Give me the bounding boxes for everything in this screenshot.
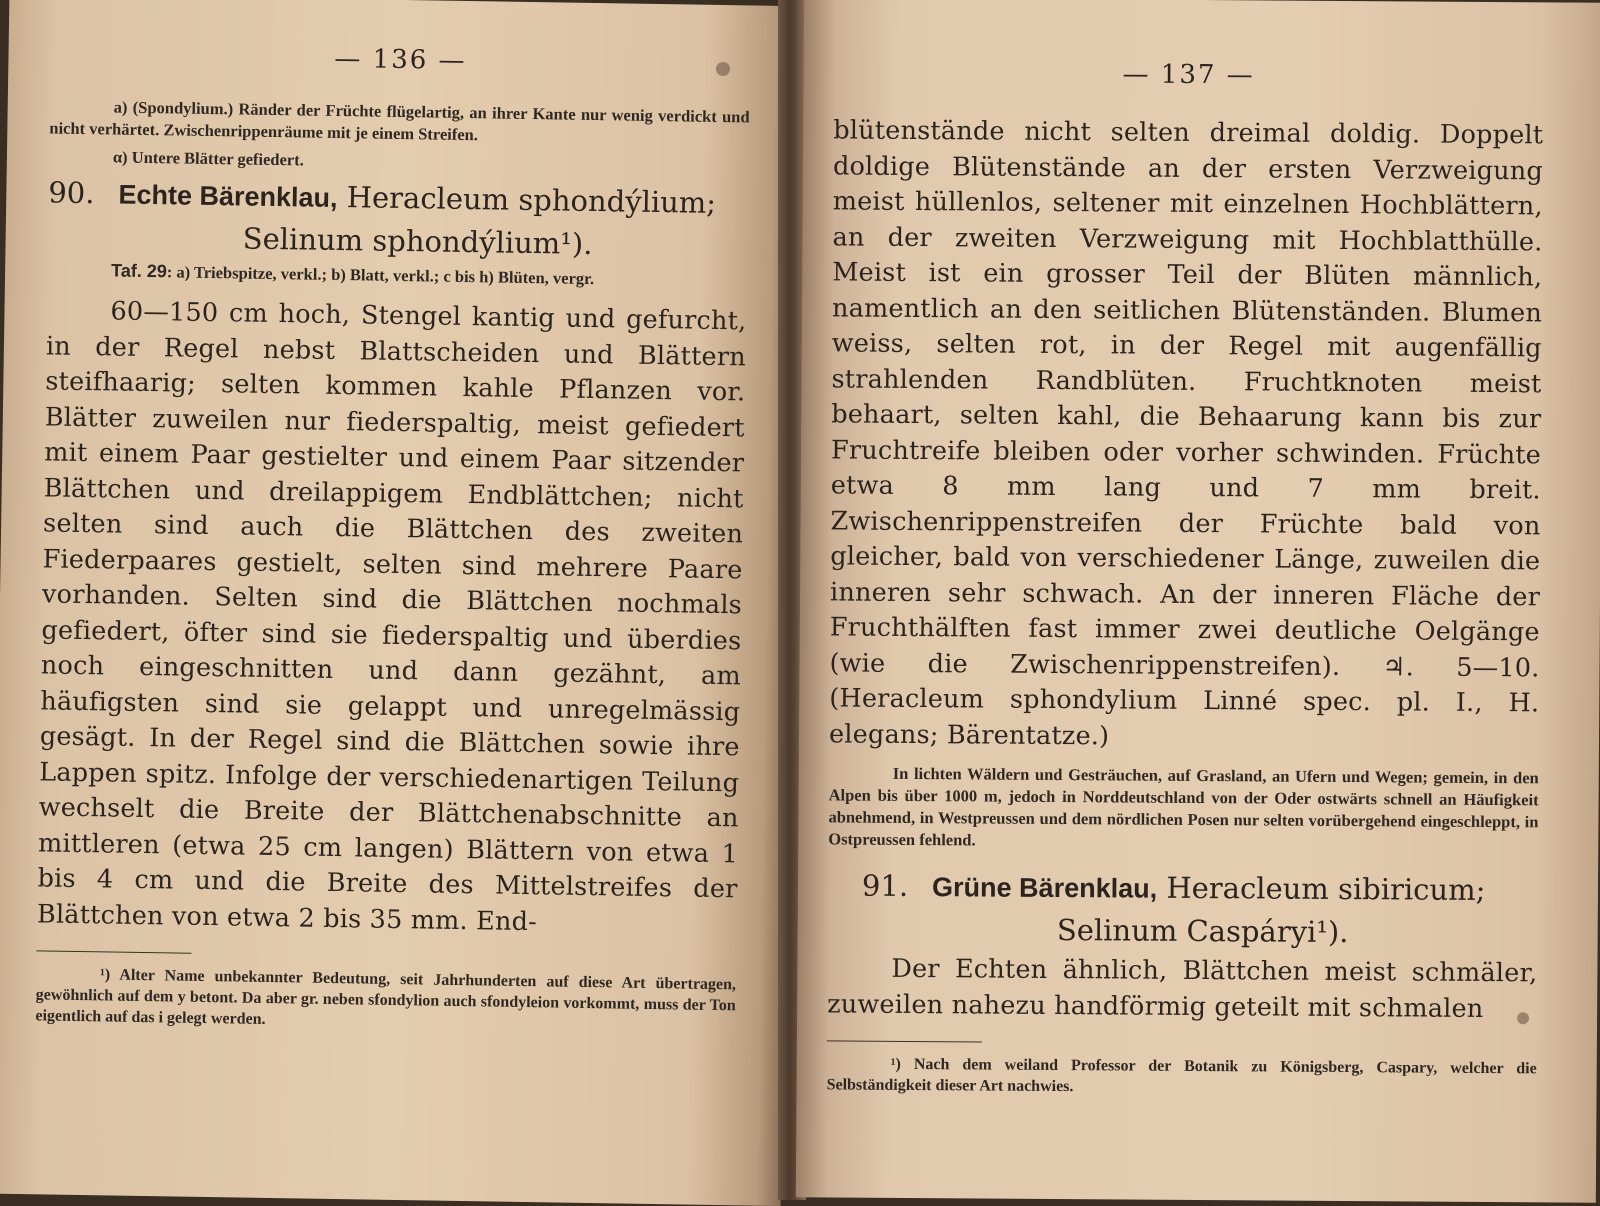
species-number: 90.: [48, 175, 95, 211]
species-latin-name: Heracleum sibiricum;: [1166, 870, 1486, 907]
paper-speck: [716, 62, 730, 76]
page-number: — 137 —: [1122, 59, 1255, 91]
species-heading-90: [48, 175, 748, 221]
species-description-91: Der Echten ähnlich, Blättchen meist schmäler, zuweilen nahezu handförmig geteilt mit schmalen: [827, 953, 1538, 1024]
species-description-continued: blütenstände nicht selten dreimal doldig. Doppelt doldige Blütenstände an der ersten Verzweigung meist hüllenlos, seltener mit einzelnen Hochblättern, an der zweiten Verzweigung mit Hochblatthülle. Meist ist ein grosser Teil der Blüten männlich, namentlich an den seitlichen Blütenständen. Blumen weiss, selten rot, in der Regel mit augenfällig strahlenden Randblüten. Fruchtknoten meist behaart, selten kahl, die Behaarung kann bis zur Fruchtreife bleiben oder vorher schwinden. Früchte etwa 8 mm lang und 7 mm breit. Zwischenrippenstreifen der Früchte bald von gleicher, bald von verschiedener Länge, zuweilen die inneren sehr schwach. An der inneren Fläche der Fruchthälften fast immer zwei deutliche Oelgänge (wie die Zwischenrippenstreifen). ♃. 5—10. (Heracleum sphondylium Linné spec. pl. I., H. elegans; Bärentatze.): [828, 115, 1544, 751]
species-common-name: Echte Bärenklau,: [118, 179, 338, 213]
plate-text: : a) Triebspitze, verkl.; b) Blatt, verkl.; c bis h) Blüten, vergr.: [166, 262, 595, 289]
key-section-alpha: α) Untere Blätter gefiedert.: [112, 147, 304, 170]
page-number: — 136 —: [334, 43, 467, 76]
key-section-a: a) (Spondylium.) Ränder der Früchte flügelartig, an ihrer Kante nur wenig verdickt und nicht verhärtet. Zwischenrippenräume mit je einem Streifen.: [49, 97, 750, 145]
footnote-divider: [827, 1040, 982, 1042]
species-synonym: Selinum Caspáryi¹).: [1056, 913, 1349, 950]
footnote-divider: [36, 950, 191, 953]
footnote: ¹) Nach dem weiland Professor der Botanik zu Königsberg, Caspary, welcher die Selbständigkeit dieser Art nachwies.: [826, 1055, 1537, 1096]
plate-reference: [47, 258, 747, 292]
species-description: 60—150 cm hoch, Stengel kantig und gefurcht, in der Regel nebst Blattscheiden und Blättern steifhaarig; selten kommen kahle Pflanzen vor. Blätter zuweilen nur fiederspaltig, meist gefiedert mit einem Paar gestielter und einem Paar sitzender Blättchen und dreilappigem Endblättchen; nicht selten sind auch die Blättchen des zweiten Fiederpaares gestielt, selten sind mehrere Paare vorhanden. Selten sind die Blättchen nochmals gefiedert, öfter sind sie fiederspaltig und überdies noch eingeschnitten und dann gezähnt, am häufigsten sind sie gelappt und unregelmässig gesägt. In der Regel sind die Blättchen sowie ihre Lappen spitz. Infolge der verschiedenartigen Teilung wechselt die Breite der Blättchenabschnitte an mittleren (etwa 25 cm langen) Blättern von etwa 1 bis 4 cm und die Breite des Mittelstreifes der Blättchen von etwa 2 bis 35 mm. End-: [36, 296, 747, 937]
species-number: 91.: [861, 868, 909, 903]
right-page: [796, 0, 1600, 1203]
species-synonym: Selinum sphondýlium¹).: [242, 221, 593, 261]
footnote: ¹) Alter Name unbekannter Bedeutung, seit Jahrhunderten auf diese Art übertragen, gewöhnlich auf dem y betont. Da aber gr. neben sfondylion auch sfondyleion vorkommt, muss der Ton eigentlich auf das i gelegt werden.: [35, 966, 737, 1028]
species-heading-91: [862, 869, 1538, 909]
habitat-note: In lichten Wäldern und Gesträuchen, auf Grasland, an Ufern und Wegen; gemein, in den Alpen bis über 1000 m, jedoch in Norddeutschland von der Oder ostwärts schnell an Häufigkeit abnehmend, in Westpreussen und dem nördlichen Posen nur selten vorübergehend eingeschleppt, in Ostpreussen fehlend.: [828, 763, 1539, 850]
species-common-name: Grüne Bärenklau,: [932, 872, 1158, 904]
plate-label: Taf. 29: [110, 260, 167, 282]
species-latin-name: Heracleum sphondýlium;: [346, 180, 717, 220]
paper-speck: [1517, 1012, 1529, 1024]
left-page: [0, 0, 799, 1206]
